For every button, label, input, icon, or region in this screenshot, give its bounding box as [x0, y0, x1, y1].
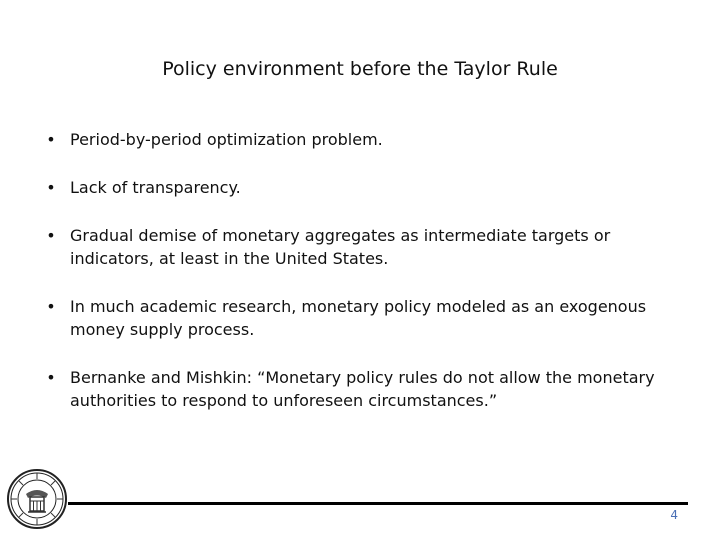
page-number: 4 — [670, 508, 678, 522]
federal-reserve-seal-icon — [6, 468, 68, 530]
bullet-marker: • — [46, 368, 56, 387]
bullet-item — [44, 176, 694, 199]
slide-title: Policy environment before the Taylor Rule — [162, 58, 558, 80]
bullet-item — [44, 128, 694, 151]
bullet-text: Lack of transparency. — [70, 178, 241, 197]
bullet-text: In much academic research, monetary policy modeled as an exogenous money supply process. — [70, 297, 647, 339]
bullet-text: Period-by-period optimization problem. — [70, 130, 383, 149]
bullet-text: Gradual demise of monetary aggregates as intermediate targets or indicators, at least in the United States. — [70, 226, 611, 268]
bullet-item — [44, 224, 694, 270]
bullet-item — [44, 295, 694, 341]
bullet-item — [44, 366, 694, 412]
bullet-marker: • — [46, 130, 56, 149]
bullet-marker: • — [46, 226, 56, 245]
bullet-list — [44, 128, 694, 437]
footer-divider — [68, 502, 688, 505]
bullet-text: Bernanke and Mishkin: “Monetary policy rules do not allow the monetary authorities to respond to unforeseen circumstances.” — [70, 368, 655, 410]
bullet-marker: • — [46, 178, 56, 197]
bullet-marker: • — [46, 297, 56, 316]
